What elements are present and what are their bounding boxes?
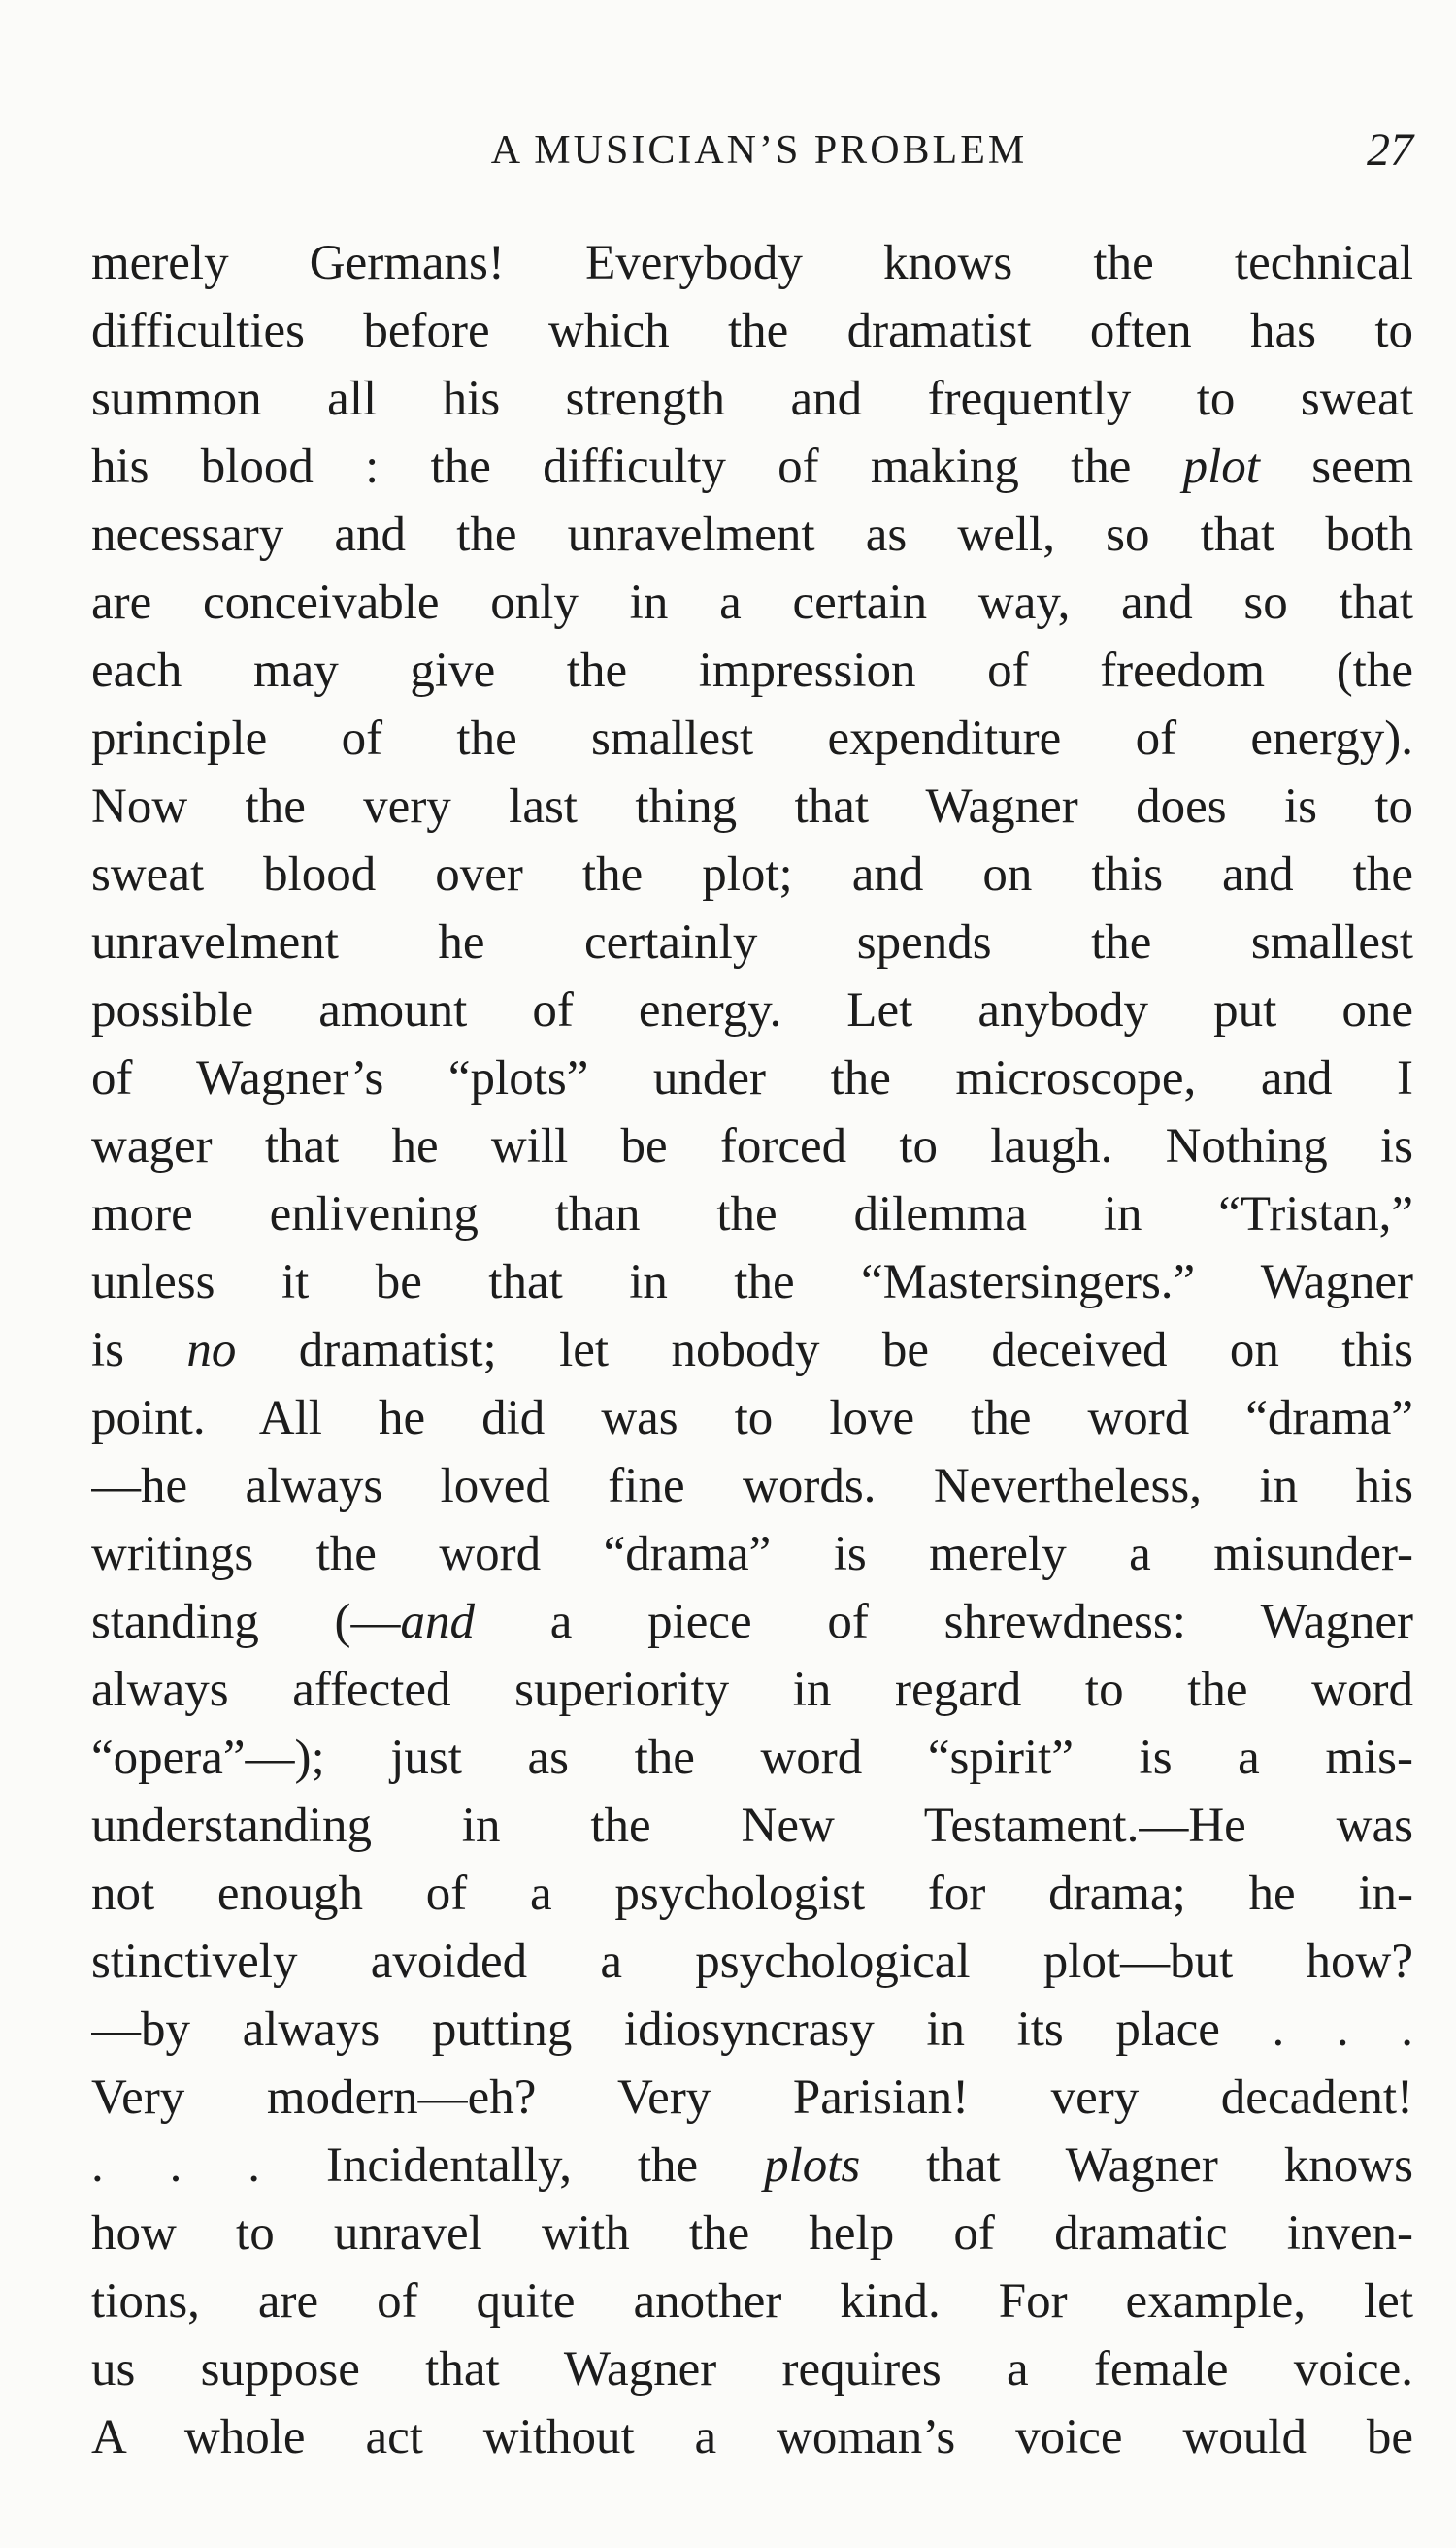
text-line (91, 705, 1413, 773)
text-line (91, 1996, 1413, 2064)
text-line (91, 1724, 1413, 1792)
text-run: difficulties before which the dramatist often has to (91, 304, 1413, 358)
text-line (91, 909, 1413, 976)
text-line (91, 1384, 1413, 1452)
text-run: wager that he will be forced to laugh. Nothing is (91, 1119, 1413, 1174)
text-run: writings the word “drama” is merely a misunder- (91, 1527, 1413, 1581)
text-run: point. All he did was to love the word “drama” (91, 1391, 1413, 1445)
text-line (91, 2335, 1413, 2403)
text-run: merely Germans! Everybody knows the technical (91, 236, 1413, 290)
text-line (91, 501, 1413, 569)
text-line (91, 433, 1413, 501)
text-run: A whole act without a woman’s voice would be (91, 2410, 1413, 2465)
text-line (91, 637, 1413, 705)
text-run: principle of the smallest expenditure of energy). (91, 711, 1413, 766)
text-run: how to unravel with the help of dramatic inven- (91, 2206, 1413, 2261)
text-line (91, 1860, 1413, 1928)
text-line (91, 365, 1413, 433)
text-line (91, 1928, 1413, 1996)
page-number: 27 (1367, 124, 1413, 176)
text-line (91, 1248, 1413, 1316)
text-line (91, 1452, 1413, 1520)
italic-run: and (400, 1595, 476, 1649)
text-run: “opera”—); just as the word “spirit” is a mis- (91, 1731, 1413, 1785)
text-line (91, 2132, 1413, 2200)
text-run: Very modern—eh? Very Parisian! very decadent! (91, 2070, 1413, 2125)
text-run: unravelment he certainly spends the smallest (91, 915, 1413, 970)
text-line (91, 1656, 1413, 1724)
text-run: is (91, 1323, 187, 1377)
running-head (105, 121, 1413, 180)
text-run: that Wagner knows (860, 2138, 1413, 2193)
text-run: are conceivable only in a certain way, and so that (91, 576, 1413, 630)
text-line (91, 2200, 1413, 2267)
text-line (91, 2064, 1413, 2132)
text-run: us suppose that Wagner requires a female voice. (91, 2342, 1413, 2397)
text-run: —by always putting idiosyncrasy in its place . . . (91, 2002, 1413, 2057)
text-run: each may give the impression of freedom (the (91, 644, 1413, 698)
text-run: —he always loved fine words. Nevertheless, in his (91, 1459, 1413, 1513)
text-line (91, 976, 1413, 1044)
text-line (91, 2403, 1413, 2471)
text-line (91, 1792, 1413, 1860)
text-line (91, 1588, 1413, 1656)
text-line (91, 297, 1413, 365)
text-run: stinctively avoided a psychological plot—but how? (91, 1935, 1413, 1989)
text-run: sweat blood over the plot; and on this and the (91, 847, 1413, 902)
text-run: dramatist; let nobody be deceived on this (236, 1323, 1413, 1377)
text-run: Now the very last thing that Wagner does is to (91, 779, 1413, 834)
text-line (91, 1044, 1413, 1112)
text-line (91, 1520, 1413, 1588)
text-run: not enough of a psychologist for drama; he in- (91, 1867, 1413, 1921)
text-line (91, 1316, 1413, 1384)
text-run: possible amount of energy. Let anybody put one (91, 983, 1413, 1038)
text-line (91, 569, 1413, 637)
text-run: a piece of shrewdness: Wagner (475, 1595, 1413, 1649)
text-line (91, 1112, 1413, 1180)
text-run: understanding in the New Testament.—He was (91, 1799, 1413, 1853)
italic-run: no (186, 1323, 237, 1377)
text-run: tions, are of quite another kind. For example, let (91, 2274, 1413, 2329)
text-run: more enlivening than the dilemma in “Tristan,” (91, 1187, 1413, 1241)
italic-run: plot (1182, 440, 1260, 494)
text-run: seem (1259, 440, 1413, 494)
text-run: his blood : the difficulty of making the (91, 440, 1183, 494)
text-run: necessary and the unravelment as well, so that both (91, 508, 1413, 562)
text-run: always affected superiority in regard to the word (91, 1663, 1413, 1717)
text-run: unless it be that in the “Mastersingers.” Wagner (91, 1255, 1413, 1309)
text-run: standing (— (91, 1595, 401, 1649)
text-line (91, 2267, 1413, 2335)
text-line (91, 773, 1413, 841)
text-line (91, 841, 1413, 909)
italic-run: plots (764, 2138, 861, 2193)
body-text (91, 229, 1413, 2471)
chapter-title: A MUSICIAN’S PROBLEM (490, 128, 1028, 173)
text-line (91, 229, 1413, 297)
text-run: . . . Incidentally, the (91, 2138, 765, 2193)
text-run: summon all his strength and frequently to sweat (91, 372, 1413, 426)
text-run: of Wagner’s “plots” under the microscope, and I (91, 1051, 1413, 1106)
text-line (91, 1180, 1413, 1248)
